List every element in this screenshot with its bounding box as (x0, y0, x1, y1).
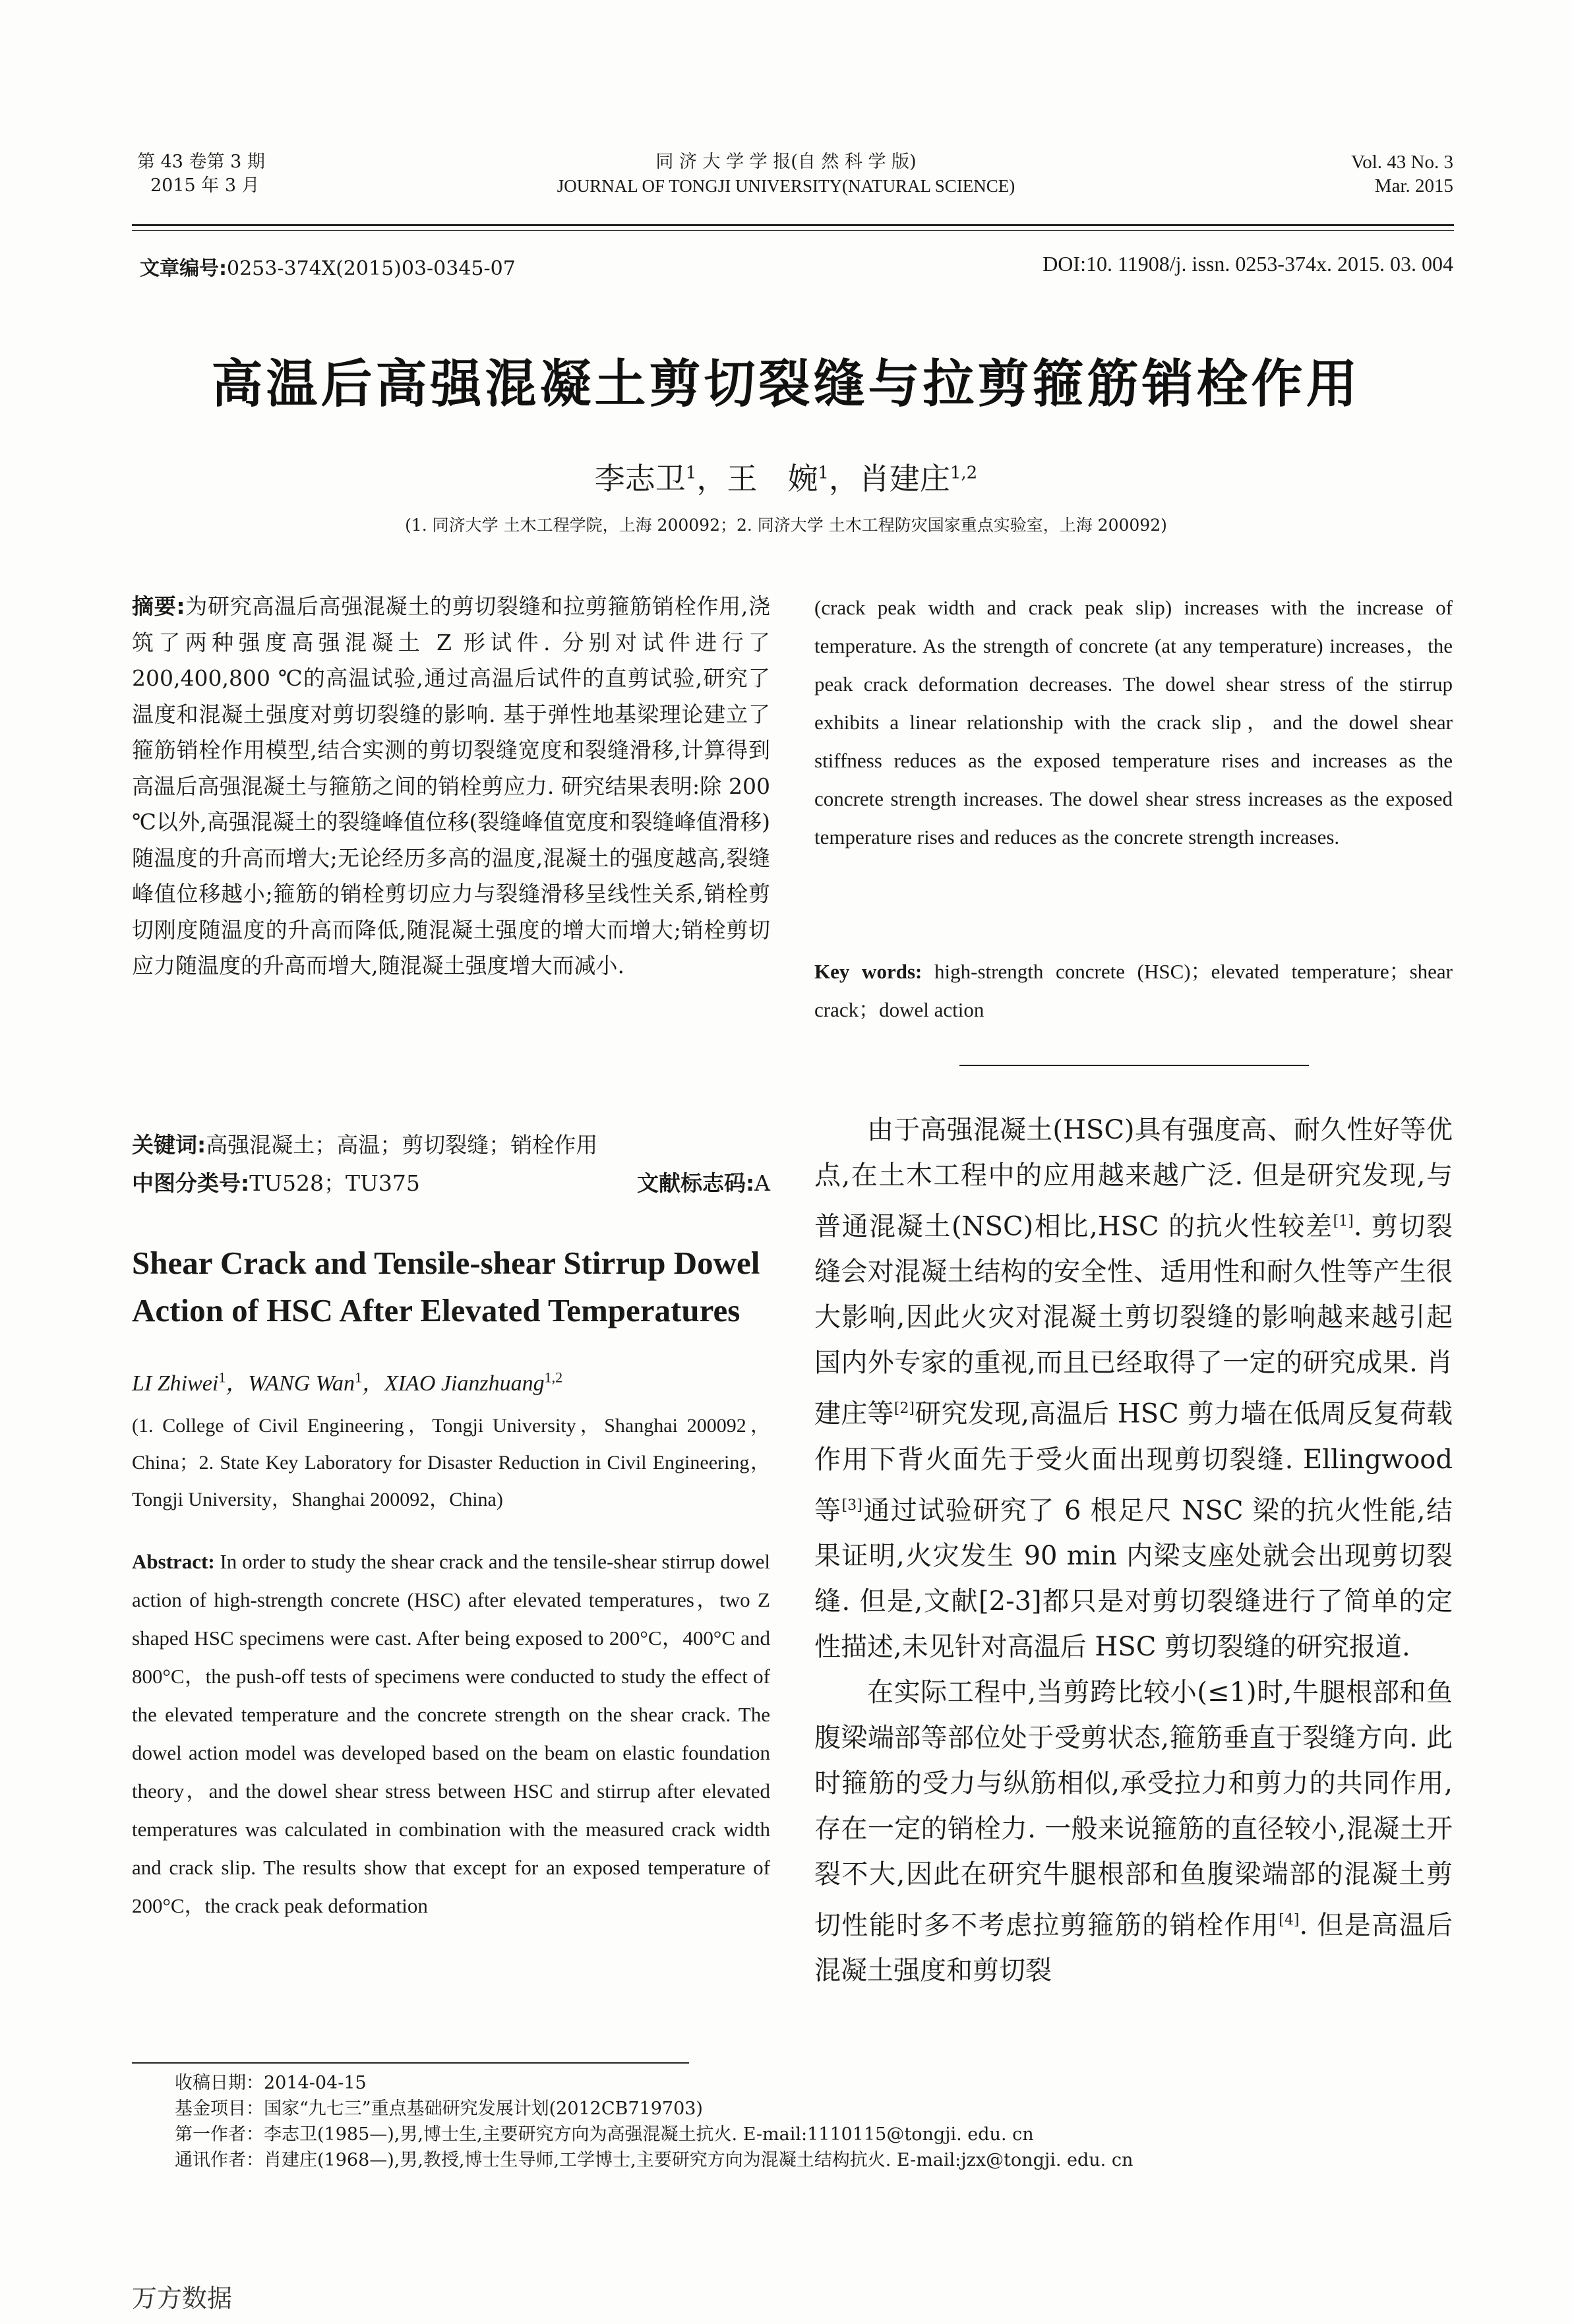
doc-code (637, 1166, 770, 1202)
author-en-3: XIAO Jianzhuang (384, 1371, 545, 1396)
citation-4[interactable]: [4] (1279, 1911, 1300, 1928)
header-rule-thin (132, 230, 1454, 231)
keywords-en-text: high-strength concrete (HSC)；elevated temperature；shear crack；dowel action (814, 960, 1453, 1021)
paragraph-1-text-c: 研究发现,高温后 HSC 剪力墙在低周反复荷载作用下背火面先于受火面出现剪切裂缝. Ellingwood 等 (814, 1398, 1453, 1526)
clc-label: 中图分类号: (132, 1170, 250, 1196)
body-text (814, 1108, 1453, 1994)
paragraph-1 (814, 1108, 1453, 1670)
author-list-en (132, 1365, 770, 1397)
footnote-fund: 基金项目：国家“九七三”重点基础研究发展计划(2012CB719703) (175, 2099, 703, 2119)
article-number-value: 0253-374X(2015)03-0345-07 (227, 257, 516, 280)
clc-value: TU528；TU375 (249, 1170, 420, 1196)
author-separator: ， (828, 461, 859, 496)
volume-en: Vol. 43 No. 3 (1351, 152, 1453, 173)
abstract-en-part2: (crack peak width and crack peak slip) increases with the increase of temperature. As the strength of concrete (at any temperature) increases，the peak crack deformation decreases. The dowel shear stress of the stirrup exhibits a linear relationship with the crack slip，and the dowel shear stiffness reduces as the exposed temperature rises and increases as the concrete strength increases. The dowel shear stress increases as the exposed temperature rises and reduces as the concrete strength increases. (814, 596, 1453, 849)
footnote-rule (132, 2062, 689, 2064)
footnote-first-author: 第一作者：李志卫(1985—),男,博士生,主要研究方向为高强混凝土抗火. E-mail:1110115@tongji. edu. cn (175, 2124, 1034, 2145)
footnote-corresponding: 通讯作者：肖建庄(1968—),男,教授,博士生导师,工学博士,主要研究方向为混凝土结构抗火. E-mail:jzx@tongji. edu. cn (175, 2150, 1134, 2170)
author-1: 李志卫 (594, 461, 686, 496)
paragraph-2-text-a: 在实际工程中,当剪跨比较小(≤1)时,牛腿根部和鱼腹梁端部等部位处于受剪状态,箍筋垂直于裂缝方向. 此时箍筋的受力与纵筋相似,承受拉力和剪力的共同作用,存在一定的销栓力. 一般来说箍筋的直径较小,混凝土开裂不大,因此在研究牛腿根部和鱼腹梁端部的混凝土剪切性能时多不考虑拉剪箍筋的销栓作用 (814, 1677, 1453, 1941)
affiliation-cn: (1. 同济大学 土木工程学院，上海 200092；2. 同济大学 土木工程防灾国家重点实验室，上海 200092) (405, 516, 1167, 535)
citation-3[interactable]: [3] (841, 1497, 862, 1514)
author-en-separator: ， (361, 1371, 384, 1396)
paragraph-1-text-a: 由于高强混凝土(HSC)具有强度高、耐久性好等优点,在土木工程中的应用越来越广泛. 但是研究发现,与普通混凝土(NSC)相比,HSC 的抗火性较差 (814, 1115, 1453, 1242)
affiliation-en: (1. College of Civil Engineering，Tongji University，Shanghai 200092，China；2. State Key Laboratory for Disaster Reduction in Civil Engineering，Tongji University，Shanghai 200092，China) (132, 1415, 770, 1510)
title-en: Shear Crack and Tensile-shear Stirrup Dowel Action of HSC After Elevated Temperatures (132, 1245, 760, 1328)
author-3-sup: 1,2 (950, 463, 978, 483)
date-en: Mar. 2015 (1374, 175, 1453, 196)
keywords-en-label: Key words: (814, 960, 922, 983)
author-en-separator: ， (226, 1371, 249, 1396)
paragraph-2-text-b: . 但是高温后混凝土强度和剪切裂 (814, 1910, 1453, 1986)
journal-title (462, 150, 1110, 198)
author-2-sup: 1 (818, 463, 829, 483)
journal-title-cn: 同 济 大 学 学 报(自 然 科 学 版) (655, 152, 917, 172)
author-2: 王 婉 (727, 461, 818, 496)
citation-2[interactable]: [2] (893, 1400, 915, 1417)
keywords-cn-label: 关键词: (132, 1132, 206, 1158)
author-list (0, 455, 1572, 498)
footnote-received: 收稿日期：2014-04-15 (175, 2073, 367, 2093)
article-number-label: 文章编号: (140, 257, 227, 280)
author-en-3-sup: 1,2 (544, 1369, 563, 1386)
abstract-cn-text: 为研究高温后高强混凝土的剪切裂缝和拉剪箍筋销栓作用,浇筑了两种强度高强混凝土 Z 形试件. 分别对试件进行了 200,400,800 ℃的高温试验,通过高温后试件的直剪试验,研究了温度和混凝土强度对剪切裂缝的影响. 基于弹性地基梁理论建立了箍筋销栓作用模型,结合实测的剪切裂缝宽度和裂缝滑移,计算得到高温后高强混凝土与箍筋之间的销栓剪应力. 研究结果表明:除 200 ℃以外,高强混凝土的裂缝峰值位移(裂缝峰值宽度和裂缝峰值滑移)随温度的升高而增大;无论经历多高的温度,混凝土的强度越高,裂缝峰值位移越小;箍筋的销栓剪切应力与裂缝滑移呈线性关系,销栓剪切刚度随温度的升高而降低,随混凝土强度的增大而增大;销栓剪切应力随温度的升高而增大,随混凝土强度增大而减小. (132, 593, 770, 978)
paragraph-1-text-d: 通过试验研究了 6 根足尺 NSC 梁的抗火性能,结果证明,火灾发生 90 min 内梁支座处就会出现剪切裂缝. 但是,文献[2-3]都只是对剪切裂缝进行了简单的定性描述,未见针对高温后 HSC 剪切裂缝的研究报道. (814, 1495, 1453, 1662)
keywords-cn (132, 1127, 770, 1164)
author-separator: ， (696, 461, 727, 496)
paragraph-1-text-b: . 剪切裂缝会对混凝土结构的安全性、适用性和耐久性等产生很大影响,因此火灾对混凝土剪切裂缝的影响越来越引起国内外专家的重视,而且已经取得了一定的研究成果. 肖建庄等 (814, 1211, 1453, 1429)
doi[interactable]: DOI:10. 11908/j. issn. 0253-374x. 2015. 03. 004 (1043, 252, 1453, 276)
classification-row (132, 1166, 770, 1202)
article-number (140, 252, 516, 281)
header-rule-thick (132, 224, 1454, 226)
abstract-en-part1 (132, 1543, 770, 1925)
keywords-cn-text: 高强混凝土；高温；剪切裂缝；销栓作用 (206, 1132, 598, 1158)
author-en-1-sup: 1 (218, 1369, 226, 1386)
volume-cn: 第 43 卷第 3 期 (137, 152, 265, 172)
abstract-en-label: Abstract: (132, 1550, 215, 1573)
watermark: 万方数据 (132, 2284, 233, 2313)
author-en-2-sup: 1 (354, 1369, 362, 1386)
doc-code-label: 文献标志码: (636, 1170, 755, 1196)
author-en-1: LI Zhiwei (132, 1371, 219, 1396)
keywords-en (814, 953, 1453, 1029)
volume-issue-cn (137, 150, 265, 198)
citation-1[interactable]: [1] (1333, 1213, 1354, 1230)
journal-title-en: JOURNAL OF TONGJI UNIVERSITY(NATURAL SCIENCE) (557, 176, 1015, 196)
abstract-cn-label: 摘要: (132, 593, 185, 619)
article-title: 高温后高强混凝土剪切裂缝与拉剪箍筋销栓作用 (211, 355, 1361, 414)
footnotes (175, 2070, 1133, 2173)
section-divider (959, 1065, 1309, 1066)
paragraph-2 (814, 1670, 1453, 1994)
author-en-2: WANG Wan (248, 1371, 355, 1396)
author-3: 肖建庄 (859, 461, 950, 496)
doc-code-value: A (754, 1170, 770, 1196)
clc (132, 1166, 420, 1202)
author-1-sup: 1 (685, 463, 697, 483)
volume-issue-en (1351, 150, 1453, 198)
date-cn: 2015 年 3 月 (150, 175, 260, 196)
abstract-cn (132, 589, 770, 984)
abstract-en-text-1: In order to study the shear crack and the tensile-shear stirrup dowel action of high-strength concrete (HSC) after elevated temperatures，two Z shaped HSC specimens were cast. After being exposed to 200°C，400°C and 800°C，the push-off tests of specimens were conducted to study the effect of the elevated temperature and the concrete strength on the shear crack. The dowel action model was developed based on the beam on elastic foundation theory，and the dowel shear stress between HSC and stirrup after elevated temperatures was calculated in combination with the measured crack width and crack slip. The results show that except for an exposed temperature of 200°C，the crack peak deformation (132, 1550, 771, 1917)
